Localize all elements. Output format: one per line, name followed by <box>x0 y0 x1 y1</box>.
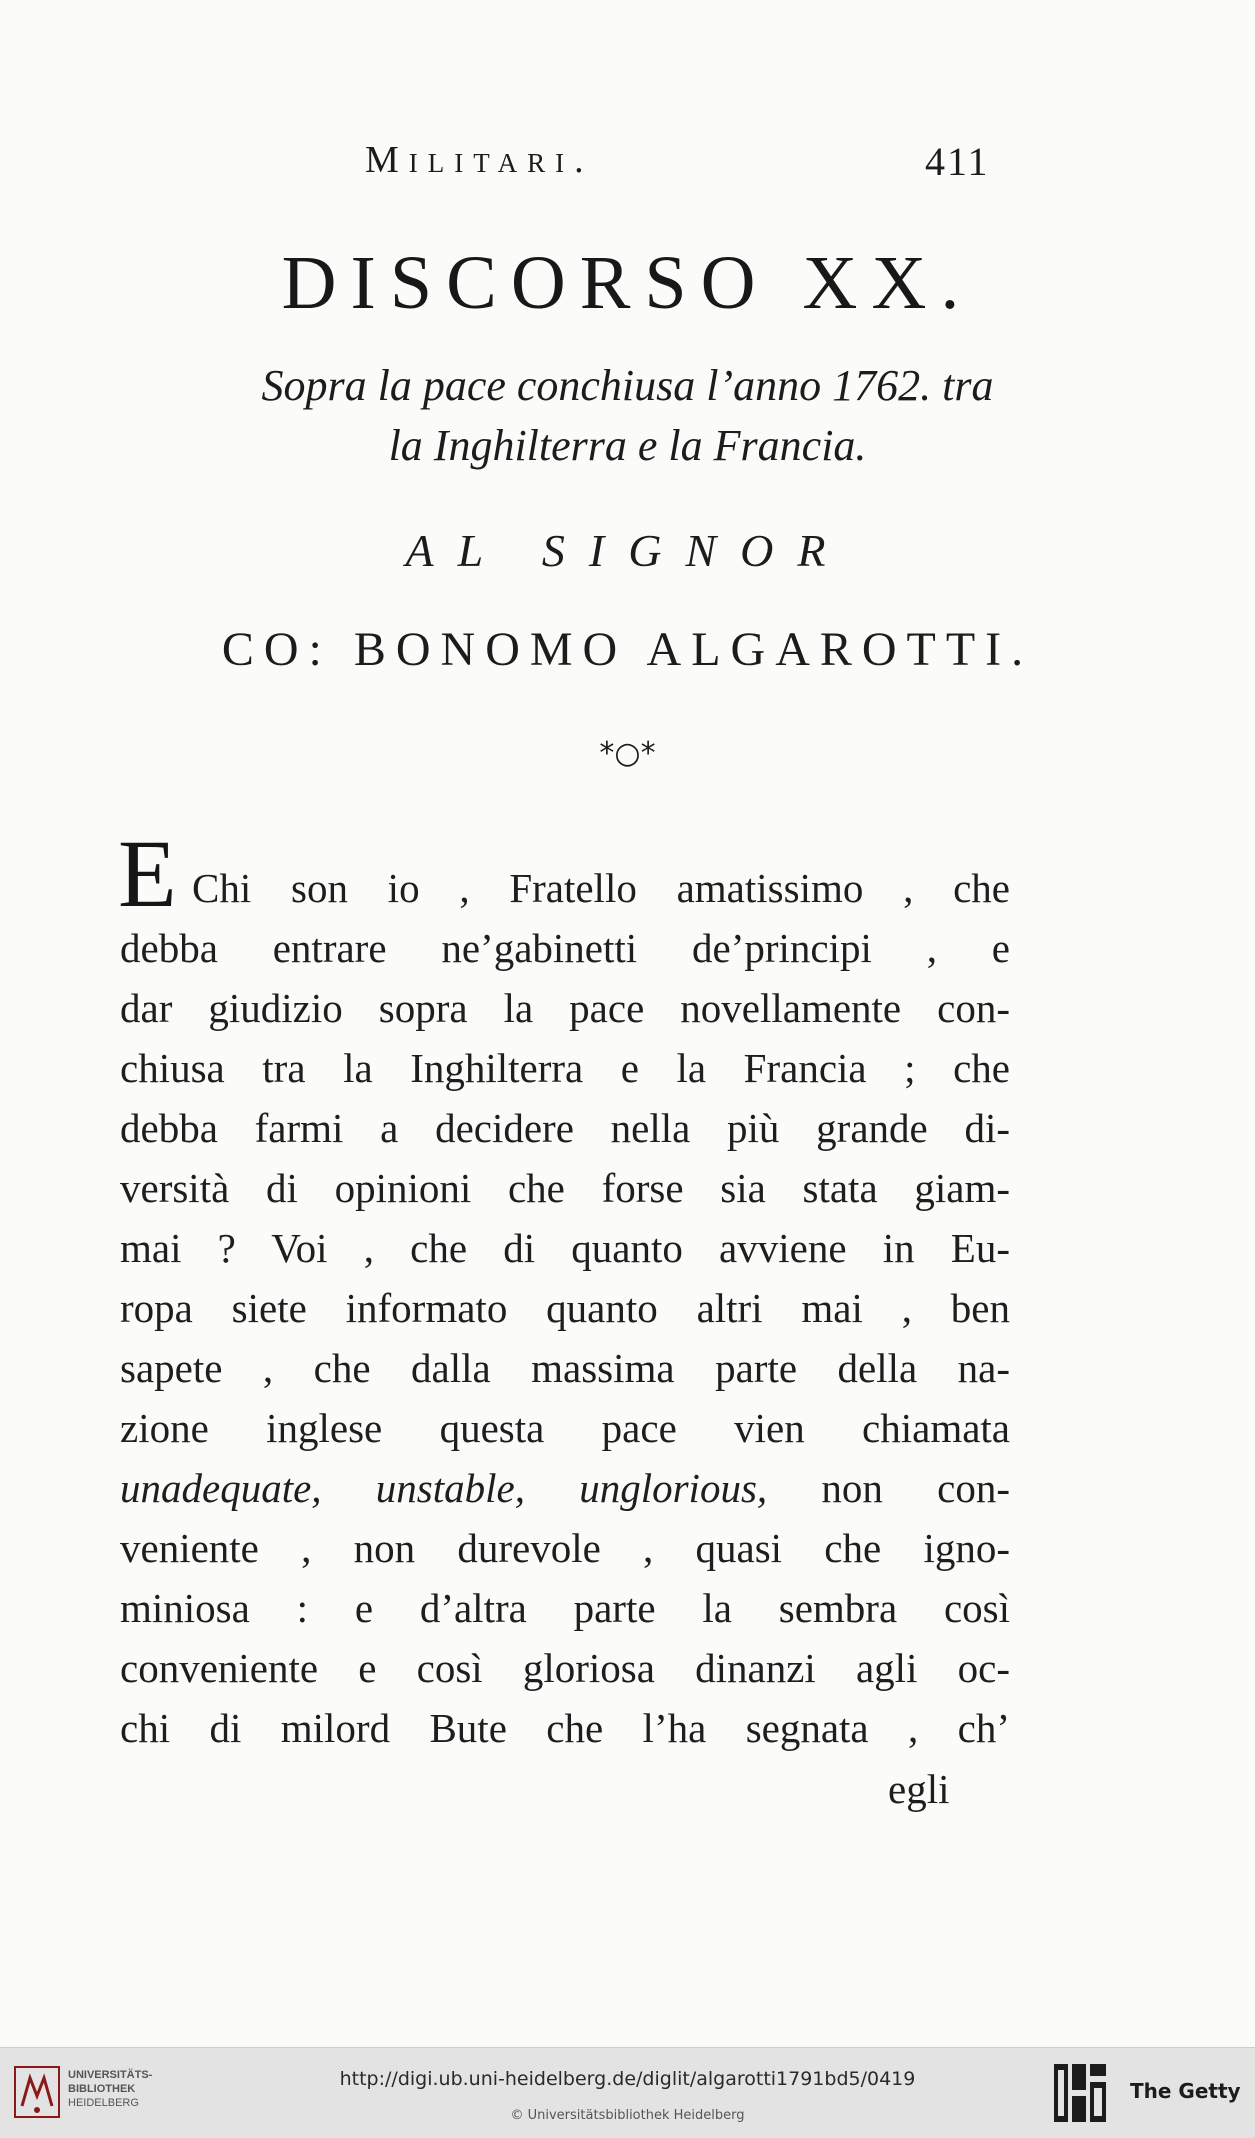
subtitle-line-1: Sopra la pace conchiusa l’anno 1762. tra <box>261 361 994 410</box>
body-line-italic <box>120 1458 1010 1518</box>
permalink-url[interactable]: http://digi.ub.uni-heidelberg.de/diglit/algarotti1791bd5/0419 <box>339 2068 916 2090</box>
body-line: veniente , non durevole , quasi che igno- <box>120 1525 1010 1571</box>
body-line: miniosa : e d’altra parte la sembra così <box>120 1585 1010 1631</box>
body-line: sapete , che dalla massima parte della na- <box>120 1345 1010 1391</box>
subtitle-line-2: la Inghilterra e la Francia. <box>388 421 867 470</box>
discourse-title: DISCORSO XX. <box>281 241 974 325</box>
getty-label: The Getty <box>1130 2079 1241 2103</box>
body-line: debba farmi a decidere nella più grande di- <box>120 1105 1010 1151</box>
running-head: Militari. <box>365 139 594 181</box>
body-line: dar giudizio sopra la pace novellamente con- <box>120 985 1010 1031</box>
library-name-line: HEIDELBERG <box>68 2097 139 2109</box>
body-line: versità di opinioni che forse sia stata giam- <box>120 1165 1010 1211</box>
body-line: chiusa tra la Inghilterra e la Francia ; che <box>120 1045 1010 1091</box>
drop-cap: E <box>118 820 177 927</box>
body-line: Chi son io , Fratello amatissimo , che <box>192 865 1010 911</box>
body-line: debba entrare ne’gabinetti de’principi , e <box>120 925 1010 971</box>
english-terms: unadequate, unstable, unglorious, <box>120 1465 768 1511</box>
body-line: zione inglese questa pace vien chiamata <box>120 1405 1010 1451</box>
page-number: 411 <box>925 139 990 184</box>
body-text <box>120 858 1010 1758</box>
getty-logo-icon <box>1052 2062 1108 2124</box>
body-line: conveniente e così gloriosa dinanzi agli oc- <box>120 1645 1010 1691</box>
body-line: chi di milord Bute che l’ha segnata , ch’ <box>120 1705 1010 1751</box>
dedication-salutation: AL SIGNOR <box>405 525 850 576</box>
ornament-icon: *○* <box>599 736 656 771</box>
dedication-recipient: CO: BONOMO ALGAROTTI. <box>221 623 1034 676</box>
library-name-line: BIBLIOTHEK <box>68 2083 136 2095</box>
catchword: egli <box>888 1766 950 1812</box>
viewer-footer <box>0 2047 1255 2138</box>
page-header <box>100 138 1005 188</box>
body-line: ropa siete informato quanto altri mai , ben <box>120 1285 1010 1331</box>
body-line: mai ? Voi , che di quanto avviene in Eu- <box>120 1225 1010 1271</box>
subtitle <box>0 356 1255 476</box>
copyright-notice: © Universitätsbibliothek Heidelberg <box>510 2108 745 2123</box>
library-name-line: UNIVERSITÄTS- <box>68 2069 153 2081</box>
line-remainder: non con- <box>821 1465 1010 1511</box>
